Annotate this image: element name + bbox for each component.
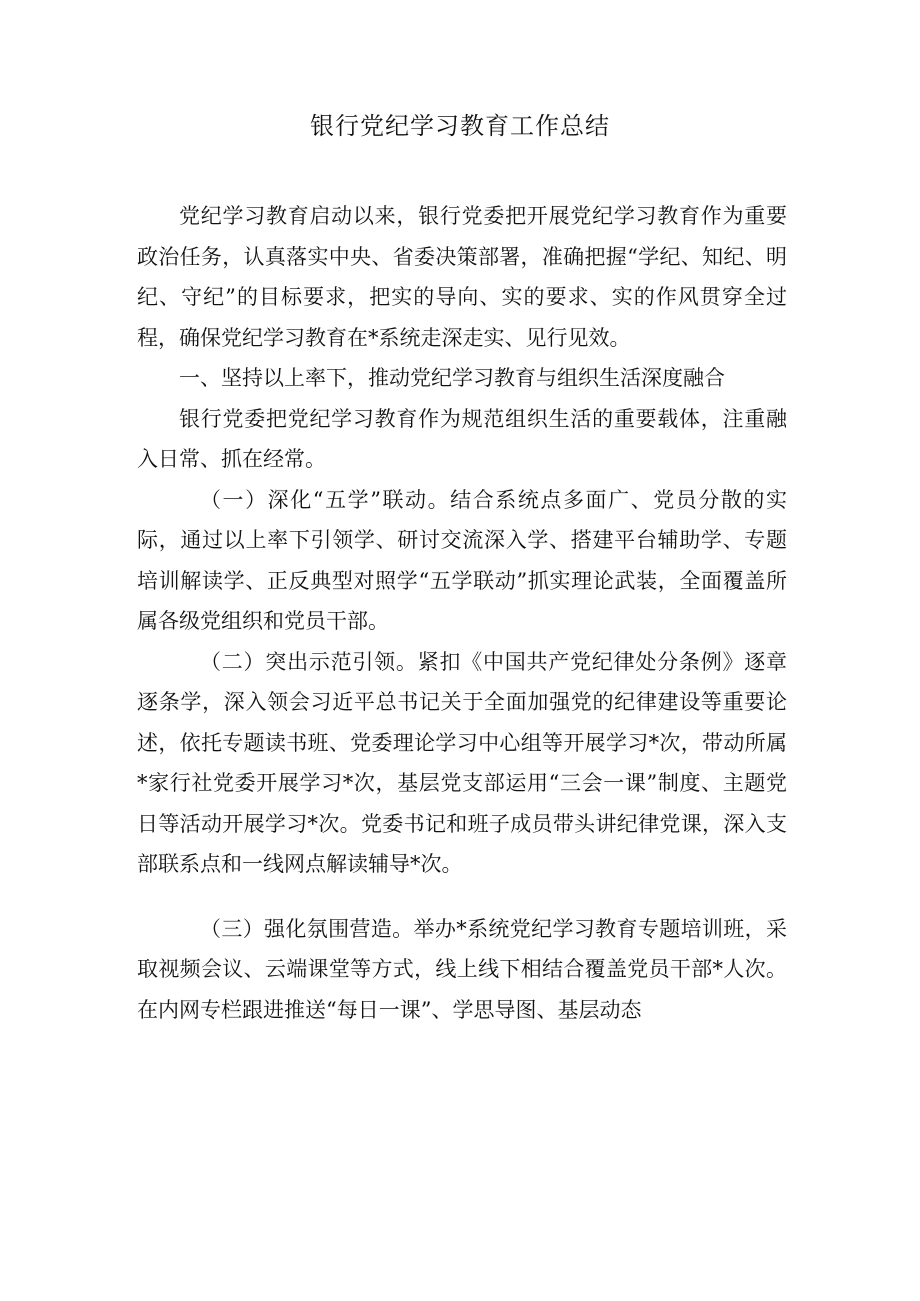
paragraph-intro: 党纪学习教育启动以来，银行党委把开展党纪学习教育作为重要政治任务，认真落实中央、省委决策部署，准确把握“学纪、知纪、明纪、守纪”的目标要求，把实的导向、实的要求、实的作风贯穿全过程，确保党纪学习教育在*系统走深走实、见行见效。 xyxy=(137,204,787,350)
paragraph-item-3: （三）强化氛围营造。举办*系统党纪学习教育专题培训班，采取视频会议、云端课堂等方式，线上线下相结合覆盖党员干部*人次。在内网专栏跟进推送“每日一课”、学思导图、基层动态 xyxy=(137,916,787,1022)
document-title: 银行党纪学习教育工作总结 xyxy=(310,112,610,140)
paragraph-item-2: （二）突出示范引领。紧扣《中国共产党纪律处分条例》逐章逐条学，深入领会习近平总书记关于全面加强党的纪律建设等重要论述，依托专题读书班、党委理论学习中心组等开展学习*次，带动所属*家行社党委开展学习*次，基层党支部运用“三会一课”制度、主题党日等活动开展学习*次。党委书记和班子成员带头讲纪律党课，深入支部联系点和一线网点解读辅导*次。 xyxy=(137,649,787,876)
paragraph-section-1-intro: 银行党委把党纪学习教育作为规范组织生活的重要载体，注重融入日常、抓在经常。 xyxy=(137,406,787,471)
document-body xyxy=(137,196,787,1030)
paragraph-item-1: （一）深化“五学”联动。结合系统点多面广、党员分散的实际，通过以上率下引领学、研讨交流深入学、搭建平台辅助学、专题培训解读学、正反典型对照学“五学联动”抓实理论武装，全面覆盖所属各级党组织和党员干部。 xyxy=(137,487,787,633)
section-heading-1: 一、坚持以上率下，推动党纪学习教育与组织生活深度融合 xyxy=(179,366,725,390)
